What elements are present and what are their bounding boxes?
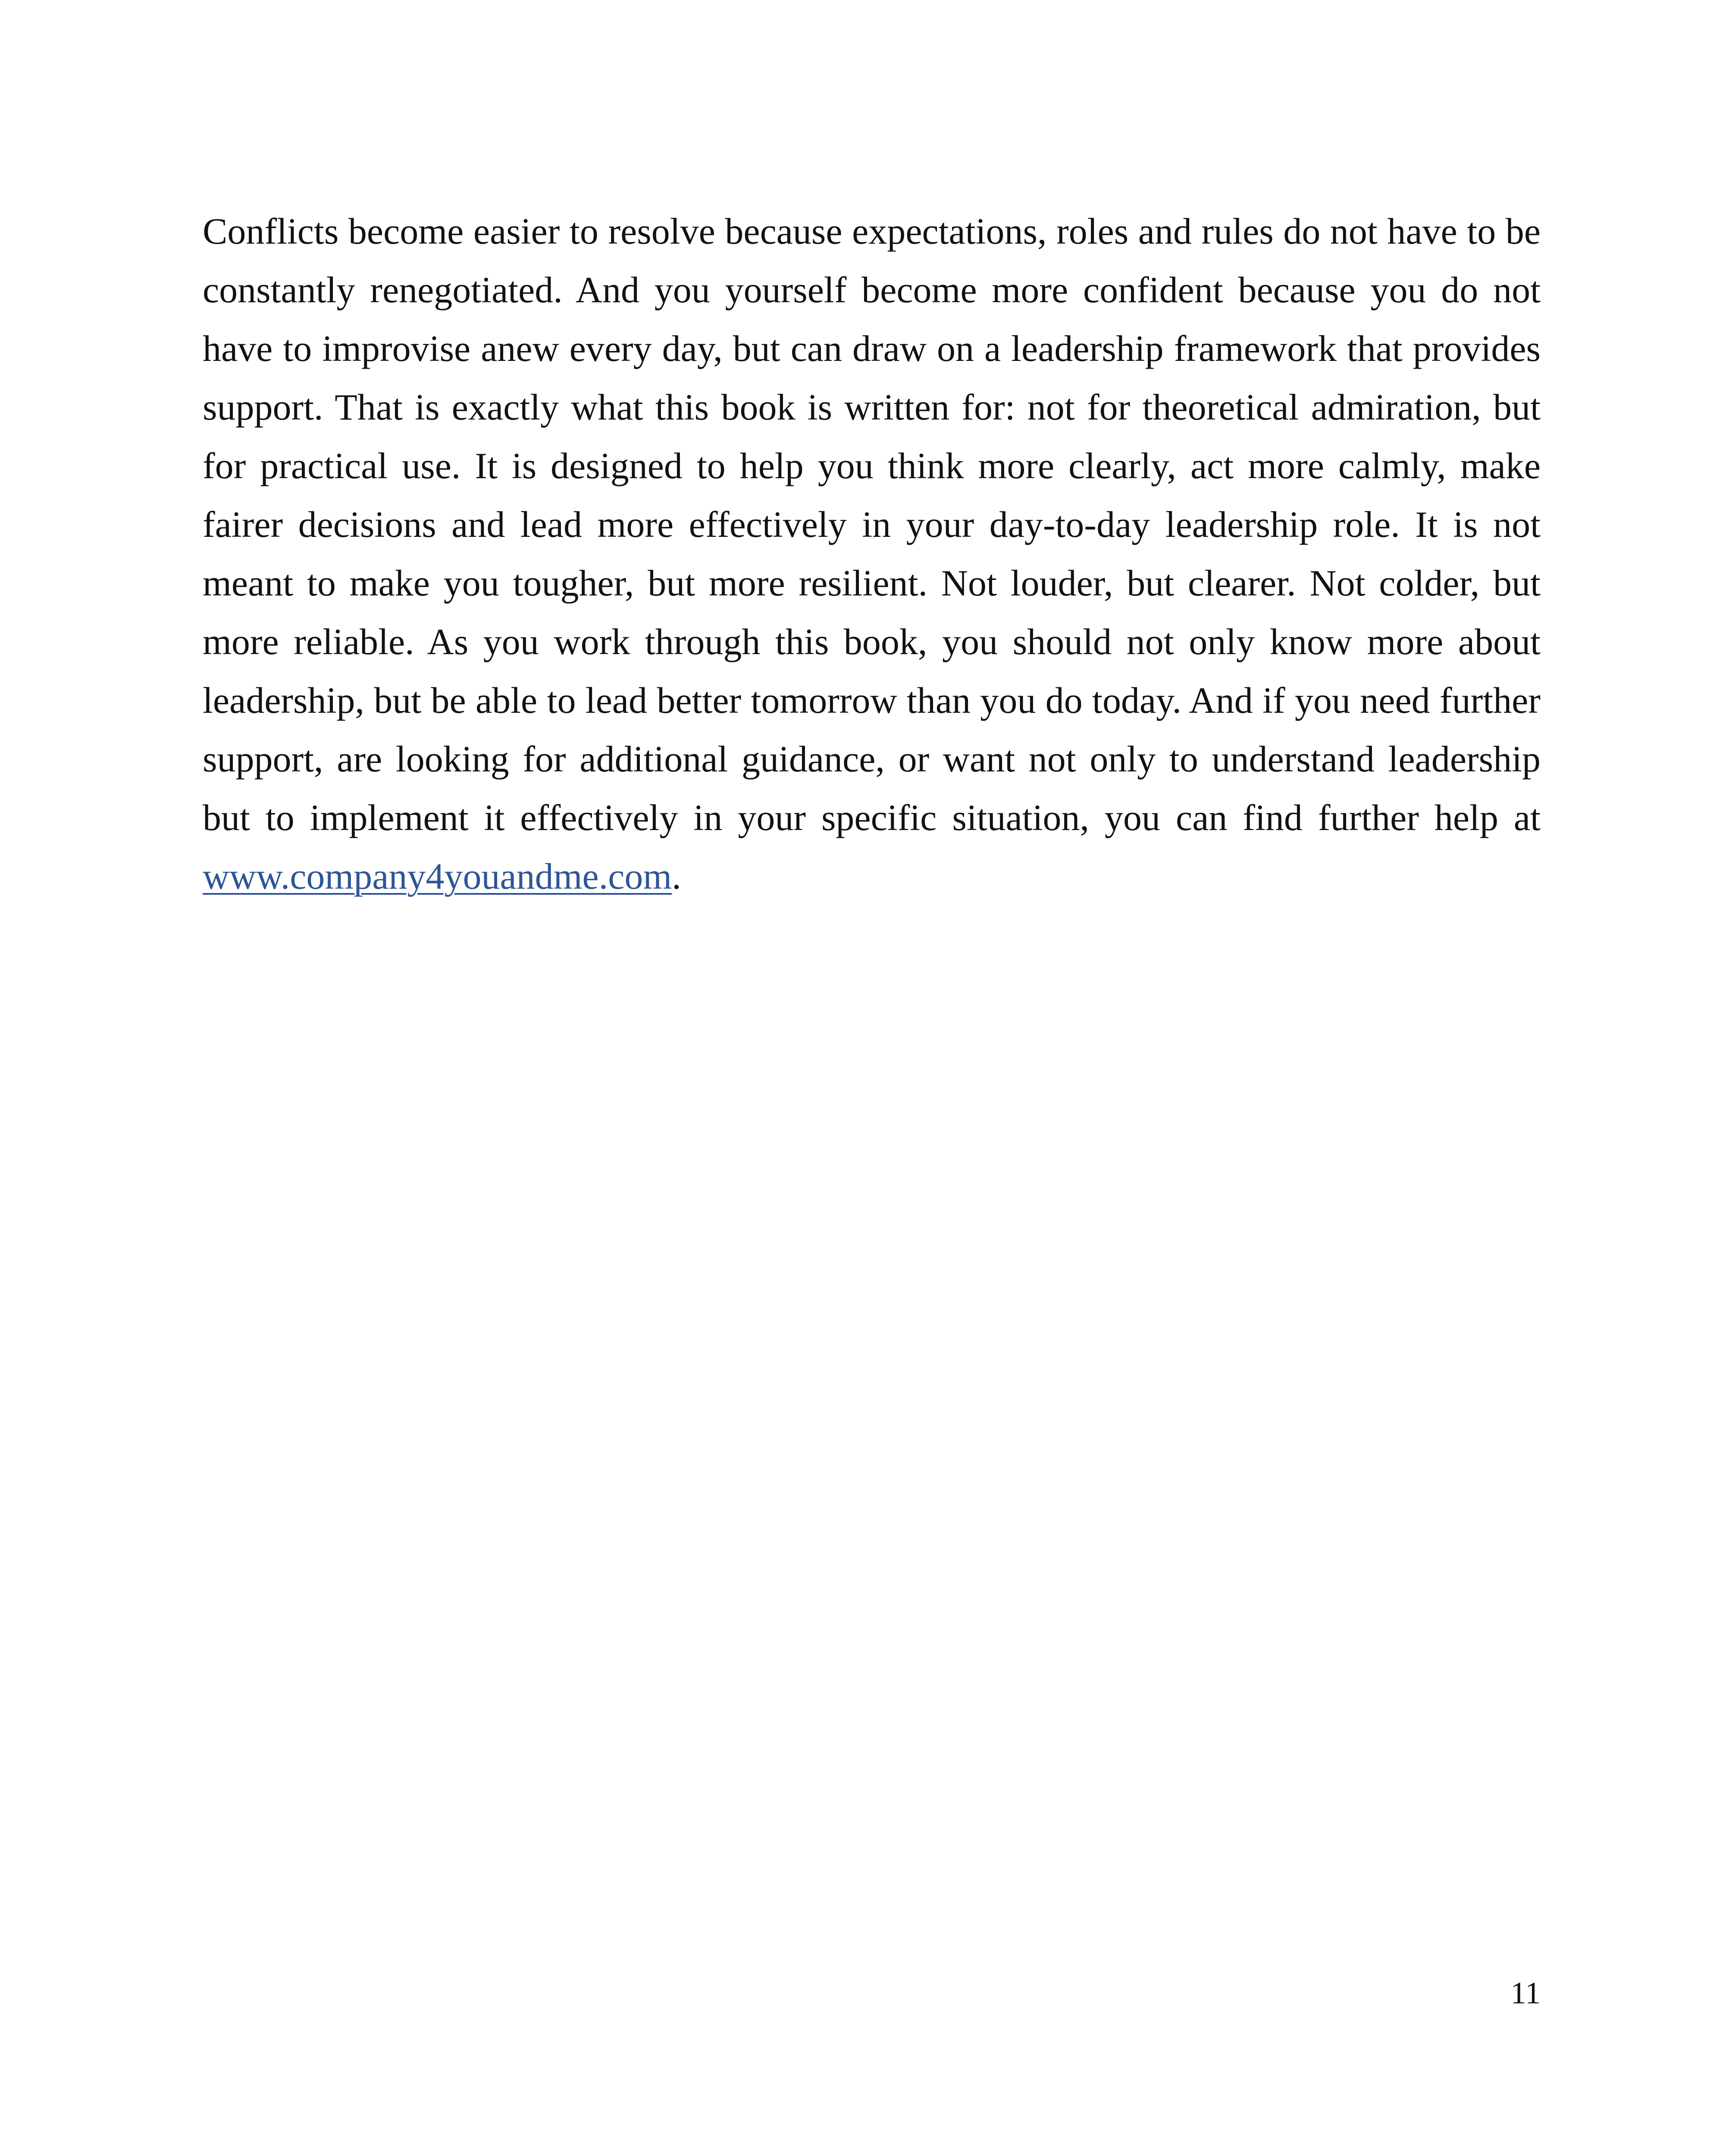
body-paragraph — [203, 202, 1541, 906]
trailing-punctuation: . — [672, 856, 681, 897]
paragraph-text: Conflicts become easier to resolve because expectations, roles and rules do not have to be constantly renegotiated. And you yourself become more confident because you do not have to improvise anew every day, but can draw on a leadership framework that provides support. That is exactly what this book is written for: not for theoretical admiration, but for practical use. It is designed to help you think more clearly, act more calmly, make fairer decisions and lead more effectively in your day-to-day leadership role. It is not meant to make you tougher, but more resilient. Not louder, but clearer. Not colder, but more reliable. As you work through this book, you should not only know more about leadership, but be able to lead better tomorrow than you do today. And if you need further support, are looking for additional guidance, or want not only to understand leadership but to implement it effectively in your specific situation, you can find further help at — [203, 210, 1541, 838]
company-website-link[interactable]: www.company4youandme.com — [203, 856, 672, 897]
page-number: 11 — [1510, 1976, 1541, 2010]
